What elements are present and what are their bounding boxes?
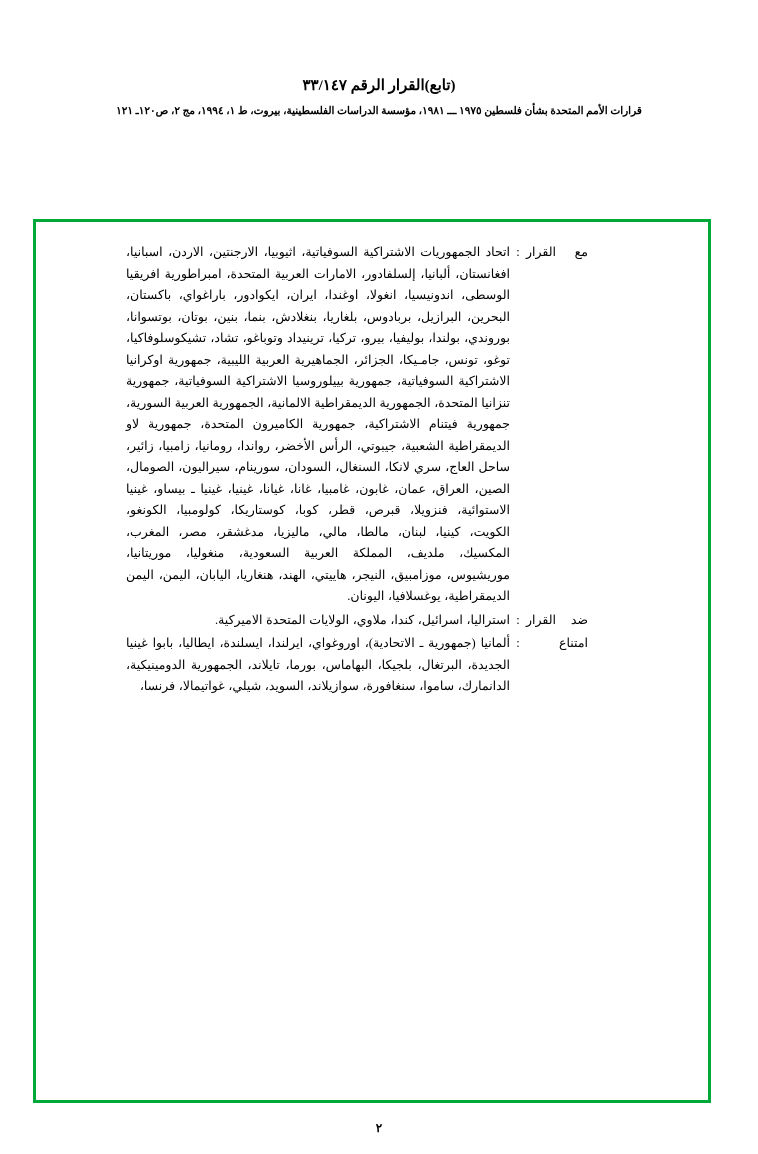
vote-entry-colon: : bbox=[516, 636, 520, 650]
document-page bbox=[0, 76, 758, 1154]
page-title: (تابع)القرار الرقم ٣٣/١٤٧ bbox=[302, 78, 456, 94]
vote-entry-in-favour bbox=[126, 242, 588, 608]
resolution-vote-list bbox=[126, 242, 588, 700]
vote-entry-label: امتناع bbox=[559, 636, 588, 650]
content-frame bbox=[33, 219, 711, 1103]
vote-entry-label: مع القرار bbox=[526, 245, 588, 259]
page-subtitle: قرارات الأمم المتحدة بشأن فلسطين ١٩٧٥ ـــ ١٩٨١، مؤسسة الدراسات الفلسطينية، بيروت، ط ١، ١٩٩٤، مج ٢، ص١٢٠ـ ١٢١ bbox=[116, 106, 642, 117]
vote-entry-countries: استراليا، اسرائيل، كندا، ملاوي، الولايات المتحدة الاميركية. bbox=[214, 612, 510, 627]
vote-entry-colon: : bbox=[516, 245, 520, 259]
page-number: ٢ bbox=[375, 1121, 383, 1135]
vote-entry-colon: : bbox=[516, 612, 520, 627]
vote-entry-label: ضد القرار bbox=[526, 612, 588, 627]
vote-entry-countries: اتحاد الجمهوريات الاشتراكية السوفياتية، اثيوبيا، الارجنتين، الاردن، اسبانيا، افغانستان، ألبانيا، إلسلفادور، الامارات العربية المتحدة، امبراطورية افريقيا الوسطى، اندونيسيا، انغولا، اوغندا، ايران، ايكوادور، باراغواي، باكستان، البحرين، البرازيل، بربادوس، بلغاريا، بنغلادش، بنما، بنين، بوتان، بوتسوانا، بوروندي، بولندا، بوليفيا، بيرو، تركيا، ترينيداد وتوباغو، تشاد، تشيكوسلوفاكيا، توغو، تونس، جامـيكا، الجزائر، الجماهيرية العربية الليبية، جمهورية اوكرانيا الاشتراكية السوفياتية، جمهورية بييلوروسيا الاشتراكية السوفياتية، جمهورية تنزانيا المتحدة، الجمهورية الديمقراطية الالمانية، الجمهورية العربية السورية، جمهورية فيتنام الاشتراكية، جمهورية الكاميرون المتحدة، جمهورية لاو الديمقراطية الشعبية، جيبوتي، الرأس الأخضر، رواندا، رومانيا، زامبيا، زائير، ساحل العاج، سري لانكا، السنغال، السودان، سورينام، سيراليون، الصومال، الصين، العراق، عمان، غابون، غامبيا، غانا، غيانا، غينيا، غينيا ـ بيساو، غينيا الاستوائية، فنزويلا، قبرص، قطر، كوبا، كوستاريكا، كولومبيا، الكونغو، الكويت، كينيا، لبنان، مالطا، مالي، ماليزيا، مدغشقر، مصر، المغرب، المكسيك، ملديف، المملكة العربية السعودية، منغوليا، موريتانيا، موريشيوس، موزامبيق، النيجر، هاييتي، الهند، هنغاريا، اليابان، اليمن، اليمن الديمقراطية، يوغسلافيا، اليونان. bbox=[126, 245, 510, 603]
vote-entry-against bbox=[126, 610, 588, 632]
vote-entry-abstaining bbox=[126, 633, 588, 698]
vote-entry-countries: ألمانيا (جمهورية ـ الاتحادية)، اوروغواي، ايرلندا، ايسلندة، ايطاليا، بابوا غينيا الجديدة، البرتغال، بلجيكا، البهاماس، بورما، تايلاند، الجمهورية الدومينيكية، الدانمارك، ساموا، سنغافورة، سوازيلاند، السويد، شيلي، غواتيمالا، فرنسا، bbox=[126, 636, 510, 693]
